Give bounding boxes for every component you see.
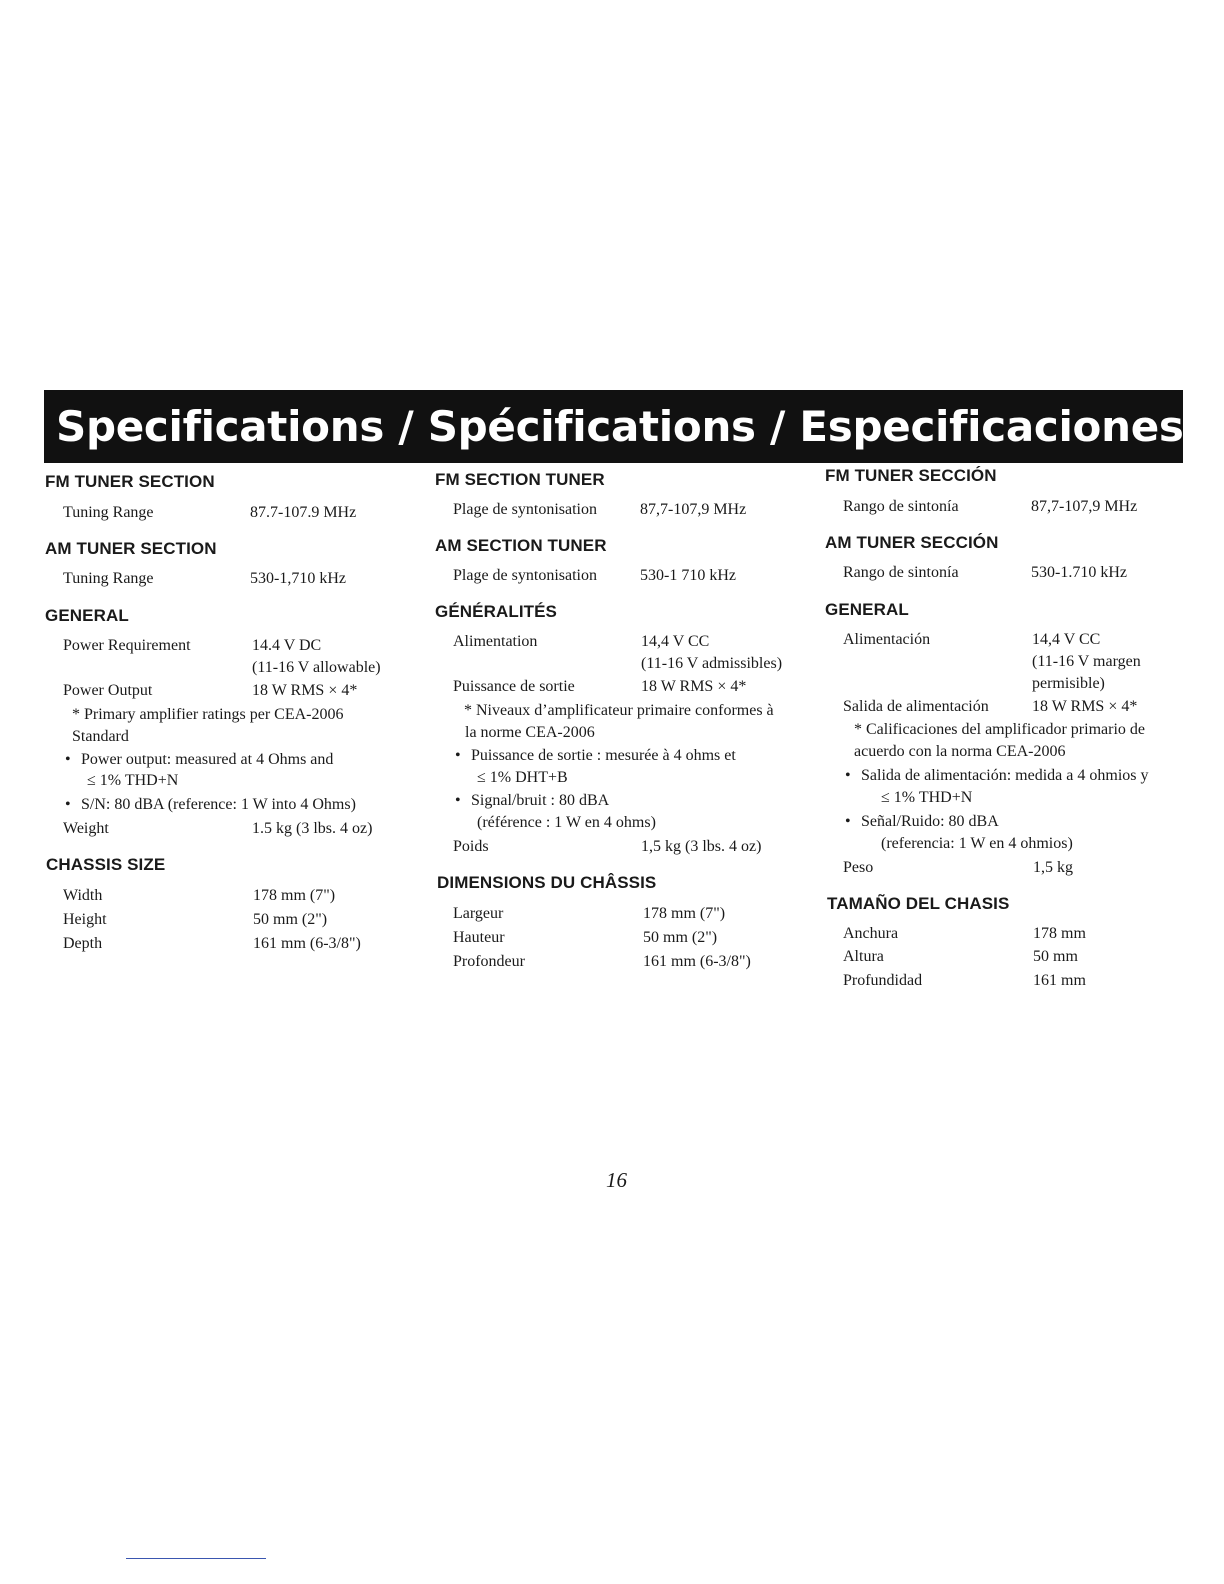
section-heading-am: AM TUNER SECCIÓN [825,533,999,552]
spec-label: Rango de sintonía [843,498,959,515]
spec-label: Profundidad [843,972,923,989]
spec-row-am-range [45,568,415,590]
spec-value: 50 mm (2") [643,929,718,946]
spec-row-power-requirement-cont [45,657,415,679]
spec-label: Largeur [453,905,504,922]
bullet-text: Power output: measured at 4 Ohms and [81,751,334,768]
spec-row-height [825,946,1195,968]
bullet-item [435,790,609,812]
bullet-item [825,811,999,833]
spec-row-fm-range [435,499,805,521]
bullet-continuation: (referencia: 1 W en 4 ohmios) [881,835,1073,852]
spec-value: 178 mm (7") [643,905,726,922]
bullet-text: Salida de alimentación: medida a 4 ohmios y [861,767,1149,784]
section-heading-fm: FM TUNER SECTION [45,472,215,491]
spec-value: 1,5 kg [1033,859,1073,876]
spec-row-weight [825,857,1195,879]
section-heading-fm: FM SECTION TUNER [435,470,605,489]
bullet-dot: • [845,813,851,830]
bullet-item [825,765,1148,787]
spec-value: 1,5 kg (3 lbs. 4 oz) [641,838,762,855]
spec-label: Rango de sintonía [843,564,959,581]
page-number: 16 [606,1168,627,1192]
spec-label: Anchura [843,925,899,942]
spec-label: Depth [63,935,103,952]
spec-row-power-requirement-cont [435,653,805,675]
spec-row-width [435,903,805,925]
spec-label: Power Requirement [63,637,191,654]
bullet-continuation: (référence : 1 W en 4 ohms) [477,814,656,831]
section-heading-chassis: TAMAÑO DEL CHASIS [827,894,1010,913]
spec-row-power-output [45,680,415,702]
spec-value: 1.5 kg (3 lbs. 4 oz) [252,820,373,837]
spec-row-power-requirement-cont2 [825,673,1195,695]
spec-label: Altura [843,948,884,965]
spec-label: Plage de syntonisation [453,501,597,518]
spec-row-depth [825,970,1195,992]
spec-label: Alimentation [453,633,538,650]
spec-row-fm-range [825,496,1195,518]
bullet-item [435,745,736,767]
spec-value: 161 mm (6-3/8") [253,935,361,952]
spec-value: 530-1.710 kHz [1031,564,1127,581]
spec-label: Poids [453,838,489,855]
spec-value: permisible) [1032,675,1105,692]
bullet-dot: • [65,796,71,813]
spec-label: Power Output [63,682,153,699]
spec-value: 87,7-107,9 MHz [640,501,747,518]
spec-row-am-range [435,565,805,587]
bullet-dot: • [455,792,461,809]
spec-value: 14,4 V CC [1032,631,1101,648]
page-title-banner: Specifications / Spécifications / Especificaciones [44,390,1183,463]
footer-divider [126,1558,266,1559]
bullet-text: Signal/bruit : 80 dBA [471,792,610,809]
spec-value: 50 mm (2") [253,911,328,928]
spec-label: Alimentación [843,631,931,648]
spec-label: Height [63,911,107,928]
spec-row-depth [45,933,415,955]
spec-value: 18 W RMS × 4* [641,678,747,695]
bullet-item [45,749,333,771]
bullet-text: Puissance de sortie : mesurée à 4 ohms et [471,747,736,764]
spec-value: (11-16 V admissibles) [641,655,783,672]
spec-label: Weight [63,820,109,837]
footnote-line: * Calificaciones del amplificador primario de [854,721,1145,738]
spec-label: Peso [843,859,874,876]
spec-row-weight [435,836,805,858]
spec-value: 50 mm [1033,948,1078,965]
spec-label: Plage de syntonisation [453,567,597,584]
spec-label: Salida de alimentación [843,698,989,715]
footnote-line: la norme CEA-2006 [465,724,595,741]
spec-row-depth [435,951,805,973]
spec-label: Hauteur [453,929,505,946]
spec-row-power-requirement [45,635,415,657]
spec-value: 178 mm [1033,925,1086,942]
footnote-line: acuerdo con la norma CEA-2006 [854,743,1066,760]
spec-row-width [45,885,415,907]
section-heading-general: GENERAL [45,606,129,625]
spec-row-power-requirement-cont [825,651,1195,673]
spec-row-power-requirement [825,629,1195,651]
spec-label: Profondeur [453,953,525,970]
section-heading-general: GÉNÉRALITÉS [435,602,558,621]
footnote-line: Standard [72,728,129,745]
spec-row-power-requirement [435,631,805,653]
spec-value: 14,4 V CC [641,633,710,650]
spec-value: 530-1 710 kHz [640,567,736,584]
section-heading-chassis: CHASSIS SIZE [46,855,166,874]
bullet-item [45,794,356,816]
bullet-continuation: ≤ 1% DHT+B [477,769,568,786]
spec-label: Puissance de sortie [453,678,575,695]
spec-label: Tuning Range [63,504,154,521]
spec-label: Width [63,887,103,904]
section-heading-am: AM SECTION TUNER [435,536,607,555]
footnote-line: * Primary amplifier ratings per CEA-2006 [72,706,344,723]
section-heading-general: GENERAL [825,600,909,619]
bullet-dot: • [65,751,71,768]
spec-value: 14.4 V DC [252,637,322,654]
spec-row-height [45,909,415,931]
spec-value: 161 mm (6-3/8") [643,953,751,970]
bullet-dot: • [845,767,851,784]
spec-row-am-range [825,562,1195,584]
bullet-continuation: ≤ 1% THD+N [87,772,179,789]
bullet-text: Señal/Ruido: 80 dBA [861,813,999,830]
spec-row-width [825,923,1195,945]
spec-value: 161 mm [1033,972,1086,989]
footnote-line: * Niveaux d’amplificateur primaire conformes à [464,702,774,719]
spec-value: 530-1,710 kHz [250,570,346,587]
bullet-dot: • [455,747,461,764]
spec-row-power-output [435,676,805,698]
spec-row-power-output [825,696,1195,718]
spec-value: 87,7-107,9 MHz [1031,498,1138,515]
bullet-text: S/N: 80 dBA (reference: 1 W into 4 Ohms) [81,796,356,813]
section-heading-chassis: DIMENSIONS DU CHÂSSIS [437,873,657,892]
spec-value: 18 W RMS × 4* [1032,698,1138,715]
spec-row-height [435,927,805,949]
spec-value: 18 W RMS × 4* [252,682,358,699]
bullet-continuation: ≤ 1% THD+N [881,789,973,806]
spec-row-fm-range [45,502,415,524]
spec-value: 87.7-107.9 MHz [250,504,357,521]
spec-value: 178 mm (7") [253,887,336,904]
spec-value: (11-16 V margen [1032,653,1141,670]
section-heading-am: AM TUNER SECTION [45,539,217,558]
spec-value: (11-16 V allowable) [252,659,381,676]
spec-row-weight [45,818,415,840]
spec-label: Tuning Range [63,570,154,587]
section-heading-fm: FM TUNER SECCIÓN [825,466,997,485]
